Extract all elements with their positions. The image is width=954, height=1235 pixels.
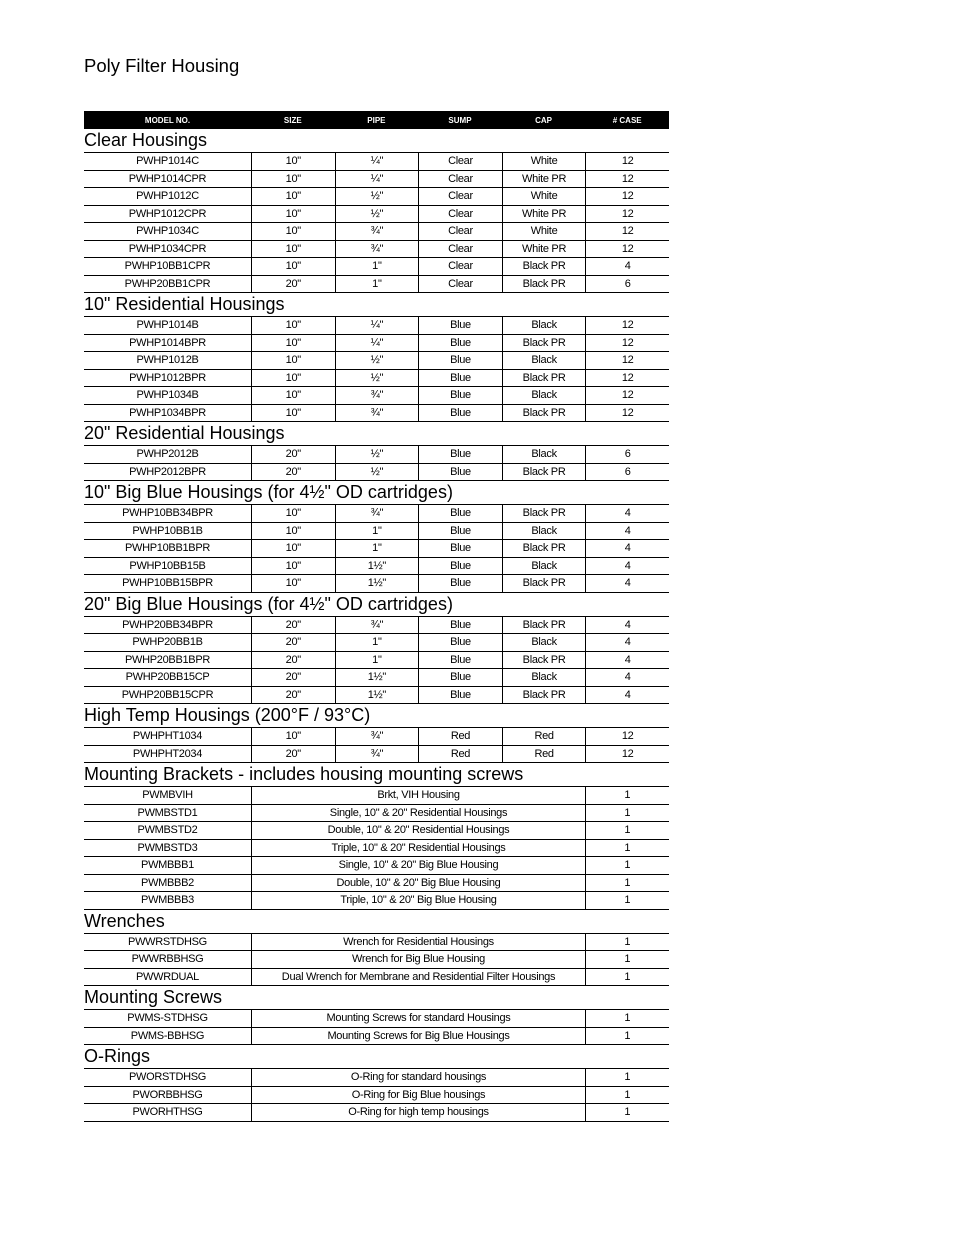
cell-sump: Clear bbox=[418, 206, 502, 223]
cell-cap: Black PR bbox=[502, 258, 586, 275]
table-row bbox=[84, 934, 669, 952]
section bbox=[84, 763, 669, 910]
cell-size: 10" bbox=[251, 153, 335, 170]
column-header-pipe: PIPE bbox=[367, 115, 386, 125]
cell-description: O-Ring for high temp housings bbox=[251, 1104, 585, 1121]
cell-size: 20" bbox=[251, 634, 335, 651]
cell-model: PWMS-BBHSG bbox=[130, 1029, 205, 1042]
cell-sump: Clear bbox=[418, 171, 502, 188]
table-row bbox=[84, 223, 669, 241]
cell-cap: Black PR bbox=[502, 652, 586, 669]
cell-model: PWHP1034C bbox=[136, 225, 199, 238]
cell-sump: Blue bbox=[418, 687, 502, 704]
cell-case: 1 bbox=[585, 1104, 669, 1121]
table-row bbox=[84, 669, 669, 687]
cell-size: 10" bbox=[251, 575, 335, 592]
cell-model: PWWRSTDHSG bbox=[128, 935, 207, 948]
cell-sump: Blue bbox=[418, 352, 502, 369]
table-row bbox=[84, 505, 669, 523]
table-row bbox=[84, 951, 669, 969]
table-row bbox=[84, 575, 669, 593]
cell-size: 20" bbox=[251, 276, 335, 293]
cell-case: 1 bbox=[585, 969, 669, 986]
cell-pipe: ¾" bbox=[335, 746, 419, 763]
cell-case: 1 bbox=[585, 1069, 669, 1086]
table-row bbox=[84, 153, 669, 171]
cell-pipe: 1" bbox=[335, 523, 419, 540]
cell-case: 6 bbox=[585, 276, 669, 293]
table-row bbox=[84, 728, 669, 746]
cell-case: 12 bbox=[585, 405, 669, 422]
cell-case: 12 bbox=[585, 153, 669, 170]
cell-model: PWHP2012BPR bbox=[129, 465, 206, 478]
cell-pipe: 1" bbox=[335, 276, 419, 293]
cell-pipe: ¾" bbox=[335, 387, 419, 404]
cell-model: PWHP10BB34BPR bbox=[122, 507, 213, 520]
cell-model: PWWRDUAL bbox=[136, 970, 199, 983]
cell-case: 1 bbox=[585, 875, 669, 892]
cell-description: Triple, 10" & 20" Residential Housings bbox=[251, 840, 585, 857]
table-row bbox=[84, 969, 669, 987]
table-row bbox=[84, 446, 669, 464]
cell-size: 10" bbox=[251, 387, 335, 404]
cell-description: Double, 10" & 20" Big Blue Housing bbox=[251, 875, 585, 892]
cell-pipe: ½" bbox=[335, 370, 419, 387]
section bbox=[84, 986, 669, 1045]
section bbox=[84, 704, 669, 763]
cell-cap: Black bbox=[502, 558, 586, 575]
cell-cap: Black bbox=[502, 446, 586, 463]
cell-case: 4 bbox=[585, 575, 669, 592]
table-row bbox=[84, 258, 669, 276]
cell-size: 10" bbox=[251, 370, 335, 387]
cell-size: 20" bbox=[251, 746, 335, 763]
section bbox=[84, 593, 669, 705]
cell-pipe: ½" bbox=[335, 464, 419, 481]
section-title: O-Rings bbox=[84, 1045, 669, 1069]
cell-size: 20" bbox=[251, 464, 335, 481]
section-title: 10" Residential Housings bbox=[84, 293, 669, 317]
cell-pipe: ¾" bbox=[335, 617, 419, 634]
cell-case: 12 bbox=[585, 317, 669, 334]
cell-cap: Black bbox=[502, 387, 586, 404]
section bbox=[84, 422, 669, 481]
cell-pipe: ¼" bbox=[335, 335, 419, 352]
cell-case: 12 bbox=[585, 223, 669, 240]
cell-case: 12 bbox=[585, 728, 669, 745]
cell-pipe: ¾" bbox=[335, 223, 419, 240]
cell-pipe: 1½" bbox=[335, 669, 419, 686]
table-row bbox=[84, 171, 669, 189]
table-row bbox=[84, 1010, 669, 1028]
cell-model: PWHP20BB1B bbox=[132, 636, 203, 649]
cell-model: PWORSTDHSG bbox=[128, 1071, 207, 1084]
cell-size: 10" bbox=[251, 505, 335, 522]
table-row bbox=[84, 746, 669, 764]
cell-case: 1 bbox=[585, 1087, 669, 1104]
cell-cap: Black bbox=[502, 634, 586, 651]
cell-model: PWHP1012BPR bbox=[129, 371, 206, 384]
cell-cap: White PR bbox=[502, 241, 586, 258]
cell-model: PWHP1034B bbox=[136, 389, 199, 402]
cell-case: 12 bbox=[585, 241, 669, 258]
cell-case: 1 bbox=[585, 857, 669, 874]
cell-model: PWMBSTD2 bbox=[137, 824, 198, 837]
cell-case: 4 bbox=[585, 505, 669, 522]
cell-cap: White PR bbox=[502, 171, 586, 188]
cell-sump: Blue bbox=[418, 652, 502, 669]
cell-model: PWHP1014CPR bbox=[128, 172, 207, 185]
table-sections bbox=[84, 129, 669, 1122]
cell-model: PWHP1012C bbox=[136, 190, 199, 203]
cell-cap: White bbox=[502, 223, 586, 240]
page-title: Poly Filter Housing bbox=[84, 55, 240, 76]
cell-size: 10" bbox=[251, 728, 335, 745]
table-row bbox=[84, 370, 669, 388]
cell-case: 12 bbox=[585, 387, 669, 404]
cell-case: 12 bbox=[585, 352, 669, 369]
cell-sump: Blue bbox=[418, 669, 502, 686]
cell-model: PWHPHT2034 bbox=[132, 747, 203, 760]
cell-pipe: ¾" bbox=[335, 241, 419, 258]
cell-pipe: 1" bbox=[335, 652, 419, 669]
table-row bbox=[84, 1087, 669, 1105]
cell-model: PWHP10BB15B bbox=[129, 559, 206, 572]
cell-cap: Black PR bbox=[502, 617, 586, 634]
cell-sump: Red bbox=[418, 746, 502, 763]
cell-case: 4 bbox=[585, 634, 669, 651]
table-row bbox=[84, 822, 669, 840]
cell-pipe: 1½" bbox=[335, 575, 419, 592]
cell-sump: Blue bbox=[418, 540, 502, 557]
cell-description: Wrench for Residential Housings bbox=[251, 934, 585, 951]
cell-sump: Clear bbox=[418, 276, 502, 293]
cell-size: 10" bbox=[251, 171, 335, 188]
cell-case: 12 bbox=[585, 370, 669, 387]
cell-model: PWHP20BB15CP bbox=[125, 671, 210, 684]
section bbox=[84, 1045, 669, 1122]
cell-sump: Blue bbox=[418, 317, 502, 334]
cell-cap: Black PR bbox=[502, 276, 586, 293]
cell-pipe: ¾" bbox=[335, 405, 419, 422]
cell-size: 10" bbox=[251, 405, 335, 422]
table-row bbox=[84, 317, 669, 335]
cell-sump: Blue bbox=[418, 370, 502, 387]
cell-size: 10" bbox=[251, 241, 335, 258]
cell-size: 20" bbox=[251, 617, 335, 634]
cell-size: 20" bbox=[251, 687, 335, 704]
cell-pipe: ¼" bbox=[335, 317, 419, 334]
cell-pipe: ½" bbox=[335, 352, 419, 369]
cell-sump: Clear bbox=[418, 258, 502, 275]
cell-description: Mounting Screws for standard Housings bbox=[251, 1010, 585, 1027]
cell-cap: Black PR bbox=[502, 370, 586, 387]
table-row bbox=[84, 634, 669, 652]
cell-pipe: 1½" bbox=[335, 558, 419, 575]
cell-model: PWHP1012B bbox=[136, 354, 199, 367]
cell-sump: Clear bbox=[418, 188, 502, 205]
cell-case: 4 bbox=[585, 669, 669, 686]
table-row bbox=[84, 1028, 669, 1046]
cell-description: Brkt, VIH Housing bbox=[251, 787, 585, 804]
cell-model: PWHP10BB1BPR bbox=[124, 542, 211, 555]
cell-pipe: ¾" bbox=[335, 728, 419, 745]
cell-model: PWMBSTD3 bbox=[137, 841, 198, 854]
table-row bbox=[84, 464, 669, 482]
cell-sump: Red bbox=[418, 728, 502, 745]
cell-description: Double, 10" & 20" Residential Housings bbox=[251, 822, 585, 839]
cell-sump: Blue bbox=[418, 387, 502, 404]
table-row bbox=[84, 523, 669, 541]
cell-sump: Blue bbox=[418, 617, 502, 634]
cell-description: Single, 10" & 20" Big Blue Housing bbox=[251, 857, 585, 874]
cell-case: 1 bbox=[585, 787, 669, 804]
cell-pipe: 1" bbox=[335, 258, 419, 275]
cell-size: 10" bbox=[251, 223, 335, 240]
cell-sump: Blue bbox=[418, 634, 502, 651]
cell-pipe: ½" bbox=[335, 206, 419, 223]
cell-case: 6 bbox=[585, 464, 669, 481]
table-row bbox=[84, 875, 669, 893]
cell-case: 1 bbox=[585, 892, 669, 909]
cell-size: 10" bbox=[251, 258, 335, 275]
cell-cap: Black bbox=[502, 317, 586, 334]
cell-size: 20" bbox=[251, 669, 335, 686]
cell-sump: Blue bbox=[418, 335, 502, 352]
cell-model: PWHP20BB1CPR bbox=[124, 277, 211, 290]
cell-cap: Black bbox=[502, 523, 586, 540]
cell-cap: Black PR bbox=[502, 464, 586, 481]
section-title: 20" Residential Housings bbox=[84, 422, 669, 446]
cell-case: 4 bbox=[585, 652, 669, 669]
table-row bbox=[84, 1069, 669, 1087]
cell-case: 4 bbox=[585, 540, 669, 557]
section-title: Clear Housings bbox=[84, 129, 669, 153]
cell-case: 4 bbox=[585, 258, 669, 275]
cell-pipe: 1" bbox=[335, 634, 419, 651]
cell-case: 12 bbox=[585, 188, 669, 205]
cell-size: 10" bbox=[251, 335, 335, 352]
cell-model: PWWRBBHSG bbox=[131, 953, 204, 966]
cell-sump: Clear bbox=[418, 223, 502, 240]
cell-size: 10" bbox=[251, 352, 335, 369]
cell-sump: Clear bbox=[418, 241, 502, 258]
cell-size: 10" bbox=[251, 206, 335, 223]
section bbox=[84, 910, 669, 987]
cell-case: 4 bbox=[585, 687, 669, 704]
table-row bbox=[84, 687, 669, 705]
table-row bbox=[84, 840, 669, 858]
cell-case: 1 bbox=[585, 1010, 669, 1027]
cell-cap: Red bbox=[502, 746, 586, 763]
cell-cap: Black PR bbox=[502, 575, 586, 592]
table-row bbox=[84, 335, 669, 353]
table-row bbox=[84, 276, 669, 294]
cell-model: PWHPHT1034 bbox=[132, 730, 203, 743]
table-row bbox=[84, 805, 669, 823]
table-row bbox=[84, 857, 669, 875]
cell-model: PWHP20BB34BPR bbox=[122, 618, 213, 631]
cell-pipe: 1" bbox=[335, 540, 419, 557]
cell-model: PWORBBHSG bbox=[132, 1088, 203, 1101]
cell-model: PWMBBB2 bbox=[141, 876, 194, 889]
cell-case: 12 bbox=[585, 746, 669, 763]
section-title: 10" Big Blue Housings (for 4½" OD cartridges) bbox=[84, 481, 669, 505]
section bbox=[84, 129, 669, 293]
cell-pipe: ½" bbox=[335, 446, 419, 463]
cell-size: 20" bbox=[251, 446, 335, 463]
table-row bbox=[84, 387, 669, 405]
section bbox=[84, 293, 669, 422]
cell-sump: Blue bbox=[418, 575, 502, 592]
cell-model: PWMBVIH bbox=[142, 789, 193, 802]
cell-sump: Blue bbox=[418, 523, 502, 540]
table-row bbox=[84, 540, 669, 558]
section-title: Wrenches bbox=[84, 910, 669, 934]
cell-cap: White bbox=[502, 153, 586, 170]
cell-model: PWHP1012CPR bbox=[128, 207, 207, 220]
table-row bbox=[84, 405, 669, 423]
column-header-case: # CASE bbox=[612, 115, 642, 125]
table-header bbox=[84, 111, 669, 129]
cell-cap: Black PR bbox=[502, 540, 586, 557]
cell-model: PWMBSTD1 bbox=[137, 806, 198, 819]
cell-pipe: ¼" bbox=[335, 153, 419, 170]
cell-cap: Black PR bbox=[502, 687, 586, 704]
cell-pipe: ¼" bbox=[335, 171, 419, 188]
table-row bbox=[84, 558, 669, 576]
cell-model: PWHP2012B bbox=[136, 448, 199, 461]
cell-description: Triple, 10" & 20" Big Blue Housing bbox=[251, 892, 585, 909]
table-row bbox=[84, 1104, 669, 1122]
table-row bbox=[84, 652, 669, 670]
cell-cap: Red bbox=[502, 728, 586, 745]
table-row bbox=[84, 241, 669, 259]
cell-model: PWHP1034CPR bbox=[128, 242, 207, 255]
column-header-model: MODEL NO. bbox=[144, 115, 191, 125]
cell-model: PWMBBB3 bbox=[141, 894, 194, 907]
cell-cap: Black PR bbox=[502, 505, 586, 522]
cell-model: PWORHTHSG bbox=[132, 1106, 203, 1119]
cell-case: 1 bbox=[585, 1028, 669, 1045]
cell-case: 12 bbox=[585, 206, 669, 223]
cell-cap: Black bbox=[502, 669, 586, 686]
cell-cap: Black PR bbox=[502, 335, 586, 352]
cell-case: 4 bbox=[585, 523, 669, 540]
table-row bbox=[84, 206, 669, 224]
cell-model: PWHP10BB1CPR bbox=[124, 260, 211, 273]
cell-description: Mounting Screws for Big Blue Housings bbox=[251, 1028, 585, 1045]
cell-case: 1 bbox=[585, 805, 669, 822]
cell-model: PWHP10BB15BPR bbox=[122, 577, 213, 590]
cell-case: 1 bbox=[585, 951, 669, 968]
cell-cap: Black PR bbox=[502, 405, 586, 422]
section bbox=[84, 481, 669, 593]
cell-model: PWHP10BB1B bbox=[132, 524, 203, 537]
cell-sump: Blue bbox=[418, 558, 502, 575]
section-title: Mounting Brackets - includes housing mounting screws bbox=[84, 763, 669, 787]
cell-sump: Clear bbox=[418, 153, 502, 170]
cell-case: 1 bbox=[585, 934, 669, 951]
cell-cap: Black bbox=[502, 352, 586, 369]
cell-cap: White PR bbox=[502, 206, 586, 223]
cell-model: PWHP1014B bbox=[136, 319, 199, 332]
column-header-cap: CAP bbox=[535, 115, 553, 125]
cell-description: Single, 10" & 20" Residential Housings bbox=[251, 805, 585, 822]
cell-size: 10" bbox=[251, 540, 335, 557]
cell-cap: White bbox=[502, 188, 586, 205]
cell-sump: Blue bbox=[418, 464, 502, 481]
table-row bbox=[84, 188, 669, 206]
cell-size: 10" bbox=[251, 523, 335, 540]
cell-model: PWHP20BB15CPR bbox=[121, 688, 214, 701]
section-title: High Temp Housings (200°F / 93°C) bbox=[84, 704, 669, 728]
cell-pipe: 1½" bbox=[335, 687, 419, 704]
cell-sump: Blue bbox=[418, 446, 502, 463]
cell-case: 4 bbox=[585, 558, 669, 575]
product-catalog-table bbox=[84, 111, 669, 1122]
cell-description: O-Ring for standard housings bbox=[251, 1069, 585, 1086]
cell-case: 4 bbox=[585, 617, 669, 634]
cell-model: PWMBBB1 bbox=[141, 859, 194, 872]
cell-model: PWHP1034BPR bbox=[129, 406, 206, 419]
cell-case: 1 bbox=[585, 840, 669, 857]
cell-size: 10" bbox=[251, 317, 335, 334]
column-header-sump: SUMP bbox=[448, 115, 472, 125]
cell-case: 6 bbox=[585, 446, 669, 463]
table-row bbox=[84, 617, 669, 635]
cell-model: PWMS-STDHSG bbox=[127, 1012, 208, 1025]
cell-case: 1 bbox=[585, 822, 669, 839]
cell-description: Wrench for Big Blue Housing bbox=[251, 951, 585, 968]
cell-model: PWHP20BB1BPR bbox=[124, 653, 211, 666]
cell-case: 12 bbox=[585, 171, 669, 188]
section-title: Mounting Screws bbox=[84, 986, 669, 1010]
column-header-size: SIZE bbox=[283, 115, 302, 125]
cell-pipe: ½" bbox=[335, 188, 419, 205]
cell-description: O-Ring for Big Blue housings bbox=[251, 1087, 585, 1104]
cell-model: PWHP1014BPR bbox=[129, 336, 206, 349]
cell-size: 10" bbox=[251, 558, 335, 575]
cell-sump: Blue bbox=[418, 405, 502, 422]
section-title: 20" Big Blue Housings (for 4½" OD cartridges) bbox=[84, 593, 669, 617]
cell-model: PWHP1014C bbox=[136, 155, 199, 168]
cell-size: 20" bbox=[251, 652, 335, 669]
cell-sump: Blue bbox=[418, 505, 502, 522]
cell-case: 12 bbox=[585, 335, 669, 352]
table-row bbox=[84, 352, 669, 370]
cell-pipe: ¾" bbox=[335, 505, 419, 522]
table-row bbox=[84, 892, 669, 910]
table-row bbox=[84, 787, 669, 805]
cell-description: Dual Wrench for Membrane and Residential Filter Housings bbox=[251, 969, 585, 986]
cell-size: 10" bbox=[251, 188, 335, 205]
